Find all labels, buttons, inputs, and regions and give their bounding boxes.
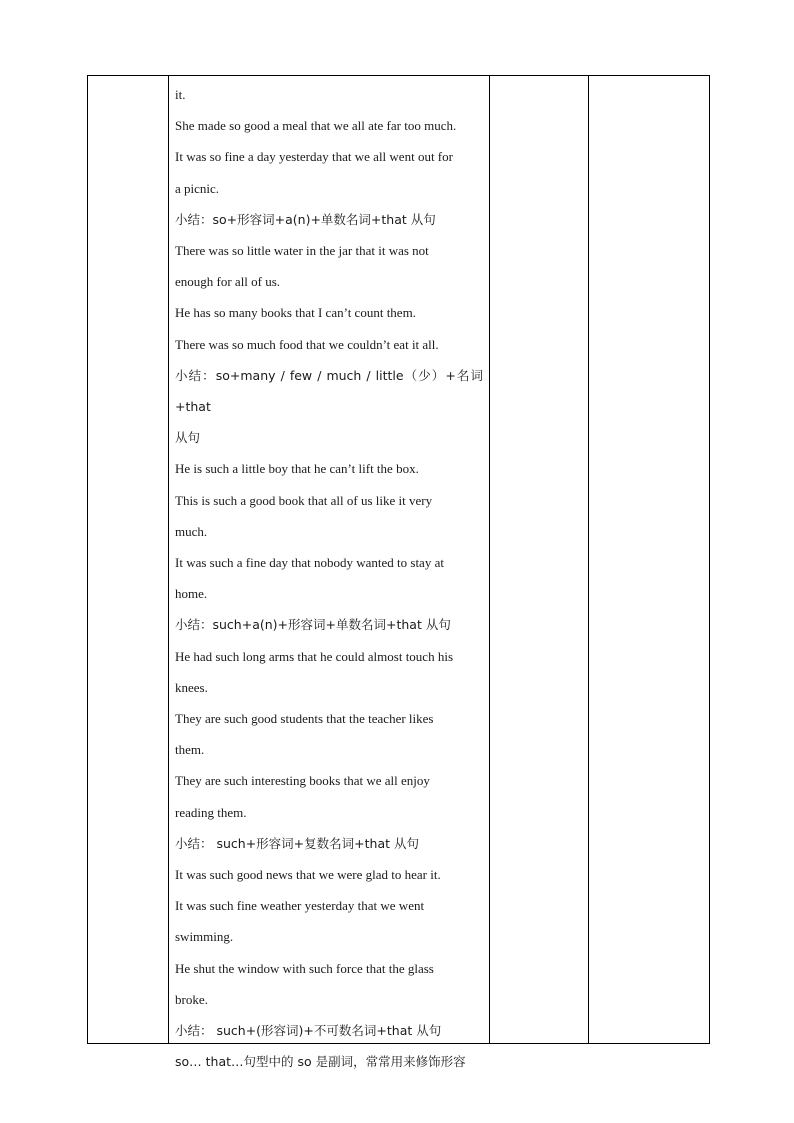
text-line: a picnic.	[175, 180, 220, 196]
text-line: She made so good a meal that we all ate far too much.	[175, 118, 457, 134]
left-cell	[88, 76, 169, 1044]
summary-line: 从句	[175, 430, 201, 446]
text-line: reading them.	[175, 804, 247, 820]
empty-cell-4	[589, 76, 710, 1044]
text-line: This is such a good book that all of us like it very	[175, 492, 433, 508]
text-line: They are such good students that the teacher likes	[175, 711, 434, 727]
text-line: enough for all of us.	[175, 274, 281, 290]
text-line: He has so many books that I can’t count them.	[175, 305, 416, 321]
summary-line: 小结：so+形容词+a(n)+单数名词+that 从句	[175, 211, 436, 227]
text-line: It was such good news that we were glad to hear it.	[175, 867, 441, 883]
text-line: They are such interesting books that we all enjoy	[175, 773, 430, 789]
summary-line: 小结： such+(形容词)+不可数名词+that 从句	[175, 1023, 442, 1039]
text-line: them.	[175, 742, 205, 758]
text-line: He shut the window with such force that the glass	[175, 960, 434, 976]
lesson-table	[87, 75, 710, 1070]
text-line: It was so fine a day yesterday that we all went out for	[175, 149, 453, 165]
text-line: There was so little water in the jar that it was not	[175, 243, 429, 259]
text-line: It was such fine weather yesterday that we went	[175, 898, 425, 914]
empty-cell-3	[490, 76, 589, 1044]
summary-line: 小结： such+形容词+复数名词+that 从句	[175, 835, 419, 851]
text-line: it.	[175, 87, 186, 102]
text-line: It was such a fine day that nobody wanted to stay at	[175, 555, 444, 571]
summary-line: 小结：such+a(n)+形容词+单数名词+that 从句	[175, 617, 451, 633]
content-cell	[169, 76, 490, 1070]
content-body	[169, 76, 489, 1070]
text-line: broke.	[175, 991, 208, 1007]
text-line: knees.	[175, 679, 208, 695]
text-line: There was so much food that we couldn’t eat it all.	[175, 336, 439, 352]
text-line: home.	[175, 586, 208, 602]
summary-line: 小结：so+many / few / much / little（少）+名词+that	[175, 367, 483, 415]
table-row	[88, 76, 710, 1044]
text-line: swimming.	[175, 929, 234, 945]
text-line: He is such a little boy that he can’t lift the box.	[175, 461, 419, 477]
text-line: He had such long arms that he could almost touch his	[175, 648, 454, 664]
text-line: much.	[175, 523, 208, 539]
summary-line: so… that…句型中的 so 是副词，常常用来修饰形容	[175, 1054, 466, 1070]
